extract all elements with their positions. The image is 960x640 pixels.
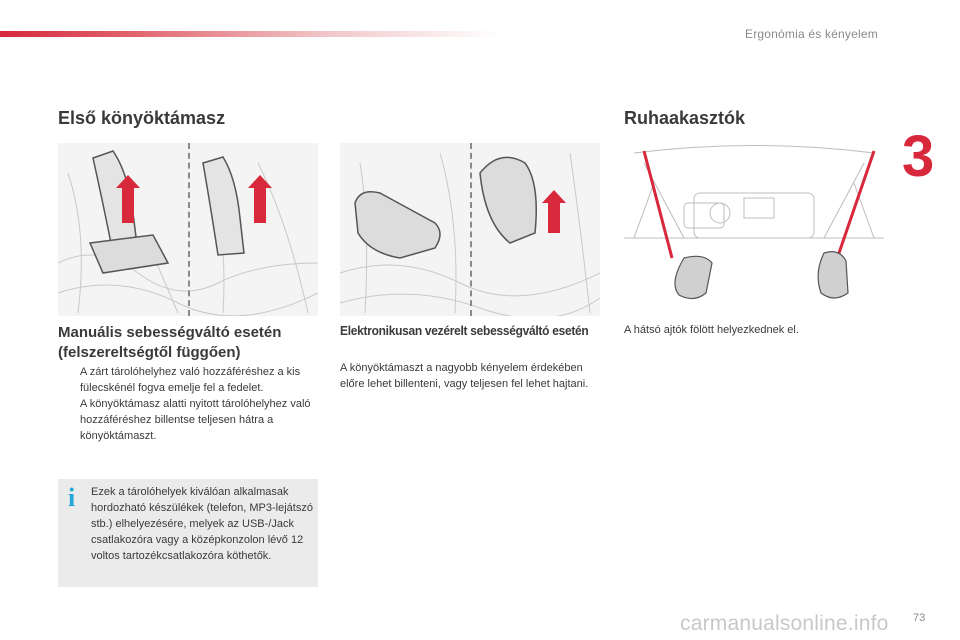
header-accent-bar	[0, 31, 500, 37]
info-box	[58, 479, 318, 587]
section-title: Ergonómia és kényelem	[745, 27, 878, 41]
manual-instructions-list	[60, 364, 320, 444]
illustration-divider	[470, 143, 472, 316]
coat-hooks-text: A hátsó ajtók fölött helyezkednek el.	[624, 324, 799, 336]
list-item: A zárt tárolóhelyhez való hozzáféréshez a kis fülecskénél fogva emelje fel a fedelet.	[80, 366, 301, 394]
page-number: 73	[913, 612, 926, 624]
manual-gearbox-heading: Manuális sebességváltó esetén (felszereltségtől függően)	[58, 324, 282, 361]
coat-hooks-illustration	[624, 143, 884, 316]
coat-hooks-title: Ruhaakasztók	[624, 108, 746, 128]
info-icon: i	[68, 483, 76, 512]
chapter-number: 3	[902, 124, 935, 189]
watermark: carmanualsonline.info	[680, 612, 889, 635]
list-item: A könyöktámasz alatti nyitott tárolóhelyhez való hozzáféréshez billentse teljesen hátra a könyöktámaszt.	[80, 398, 311, 442]
electronic-gearbox-heading: Elektronikusan vezérelt sebességváltó esetén	[340, 323, 589, 338]
electronic-gearbox-text: A könyöktámaszt a nagyobb kényelem érdekében előre lehet billenteni, vagy teljesen fel lehet hajtani.	[340, 362, 589, 390]
armrest-title: Első könyöktámasz	[58, 108, 226, 128]
illustration-divider	[188, 143, 190, 316]
info-text: Ezek a tárolóhelyek kiválóan alkalmasak hordozható készülékek (telefon, MP3-lejátszó stb.) elhelyezésére, melyek az USB-/Jack csatlakozóra vagy a középkonzolon lévő 12 voltos tartozékcsatlakozóra köthetők.	[91, 486, 313, 562]
